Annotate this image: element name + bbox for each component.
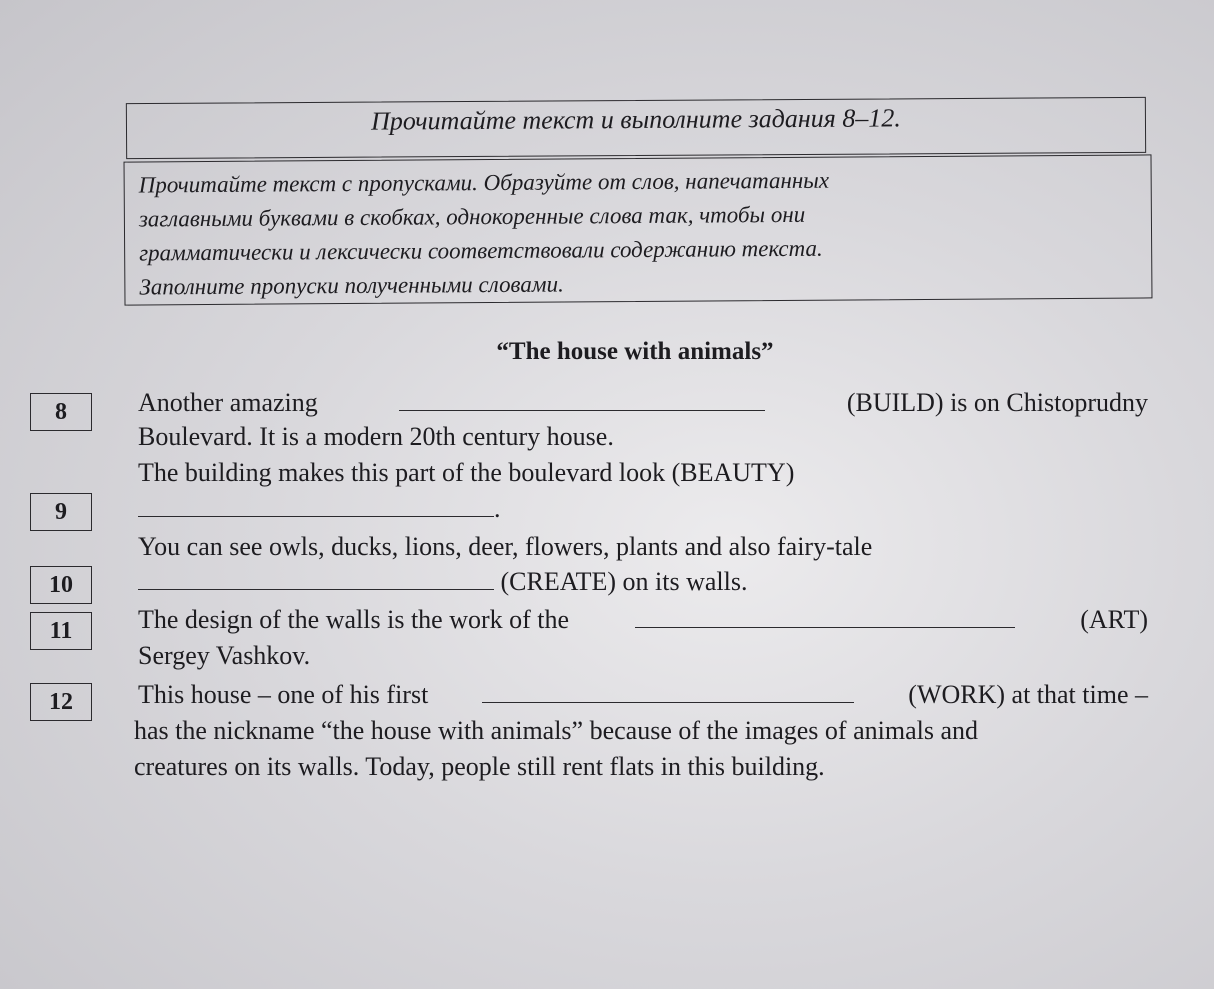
task-8-continuation: Boulevard. It is a modern 20th century house. (138, 422, 614, 451)
task-9-after: . (494, 494, 501, 523)
instructions-box (124, 154, 1153, 305)
task-number-10: 10 (30, 566, 92, 604)
task-9-lead-text: The building makes this part of the boulevard look (BEAUTY) (138, 458, 795, 487)
task-12-continuation: has the nickname “the house with animals” because of the images of animals and (134, 716, 978, 745)
task-11-blank[interactable] (635, 605, 1015, 628)
instructions-line: Заполните пропуски полученными словами. (139, 271, 564, 300)
task-11-before: The design of the walls is the work of the (138, 605, 570, 634)
task-12-word: (WORK) at that time – (908, 680, 1148, 709)
task-11-continuation: Sergey Vashkov. (138, 641, 311, 670)
task-10-word: (CREATE) on its walls. (500, 567, 748, 596)
task-8-before: Another amazing (138, 388, 318, 417)
instructions-line: заглавными буквами в скобках, однокоренные слова так, чтобы они (138, 201, 806, 232)
task-10-lead-text: You can see owls, ducks, lions, deer, flowers, plants and also fairy-tale (138, 532, 873, 561)
task-number-8: 8 (30, 393, 92, 431)
task-8-word: (BUILD) is on Chistoprudny (846, 388, 1148, 417)
task-12-line (138, 680, 1148, 710)
task-number-11: 11 (30, 612, 92, 650)
task-12-continuation: creatures on its walls. Today, people still rent flats in this building. (134, 752, 825, 781)
text-title: “The house with animals” (496, 338, 774, 365)
task-8-line (138, 388, 1148, 418)
task-9-line (138, 494, 501, 524)
task-12-before: This house – one of his first (138, 680, 429, 709)
task-10-line (138, 567, 748, 597)
task-10-lead (138, 532, 1148, 562)
task-title: Прочитайте текст и выполните задания 8–12. (370, 103, 901, 136)
task-11-line (138, 605, 1148, 635)
instructions-line: грамматически и лексически соответствовали содержанию текста. (139, 235, 823, 266)
task-number-12: 12 (30, 683, 92, 721)
task-title-box (126, 97, 1146, 159)
task-9-blank[interactable] (138, 494, 494, 517)
task-9-lead (138, 458, 1148, 488)
instructions-line: Прочитайте текст с пропусками. Образуйте от слов, напечатанных (138, 167, 830, 198)
task-10-blank[interactable] (138, 567, 494, 590)
task-8-blank[interactable] (399, 388, 765, 411)
task-11-word: (ART) (1080, 605, 1148, 634)
task-number-9: 9 (30, 493, 92, 531)
task-12-blank[interactable] (482, 680, 854, 703)
